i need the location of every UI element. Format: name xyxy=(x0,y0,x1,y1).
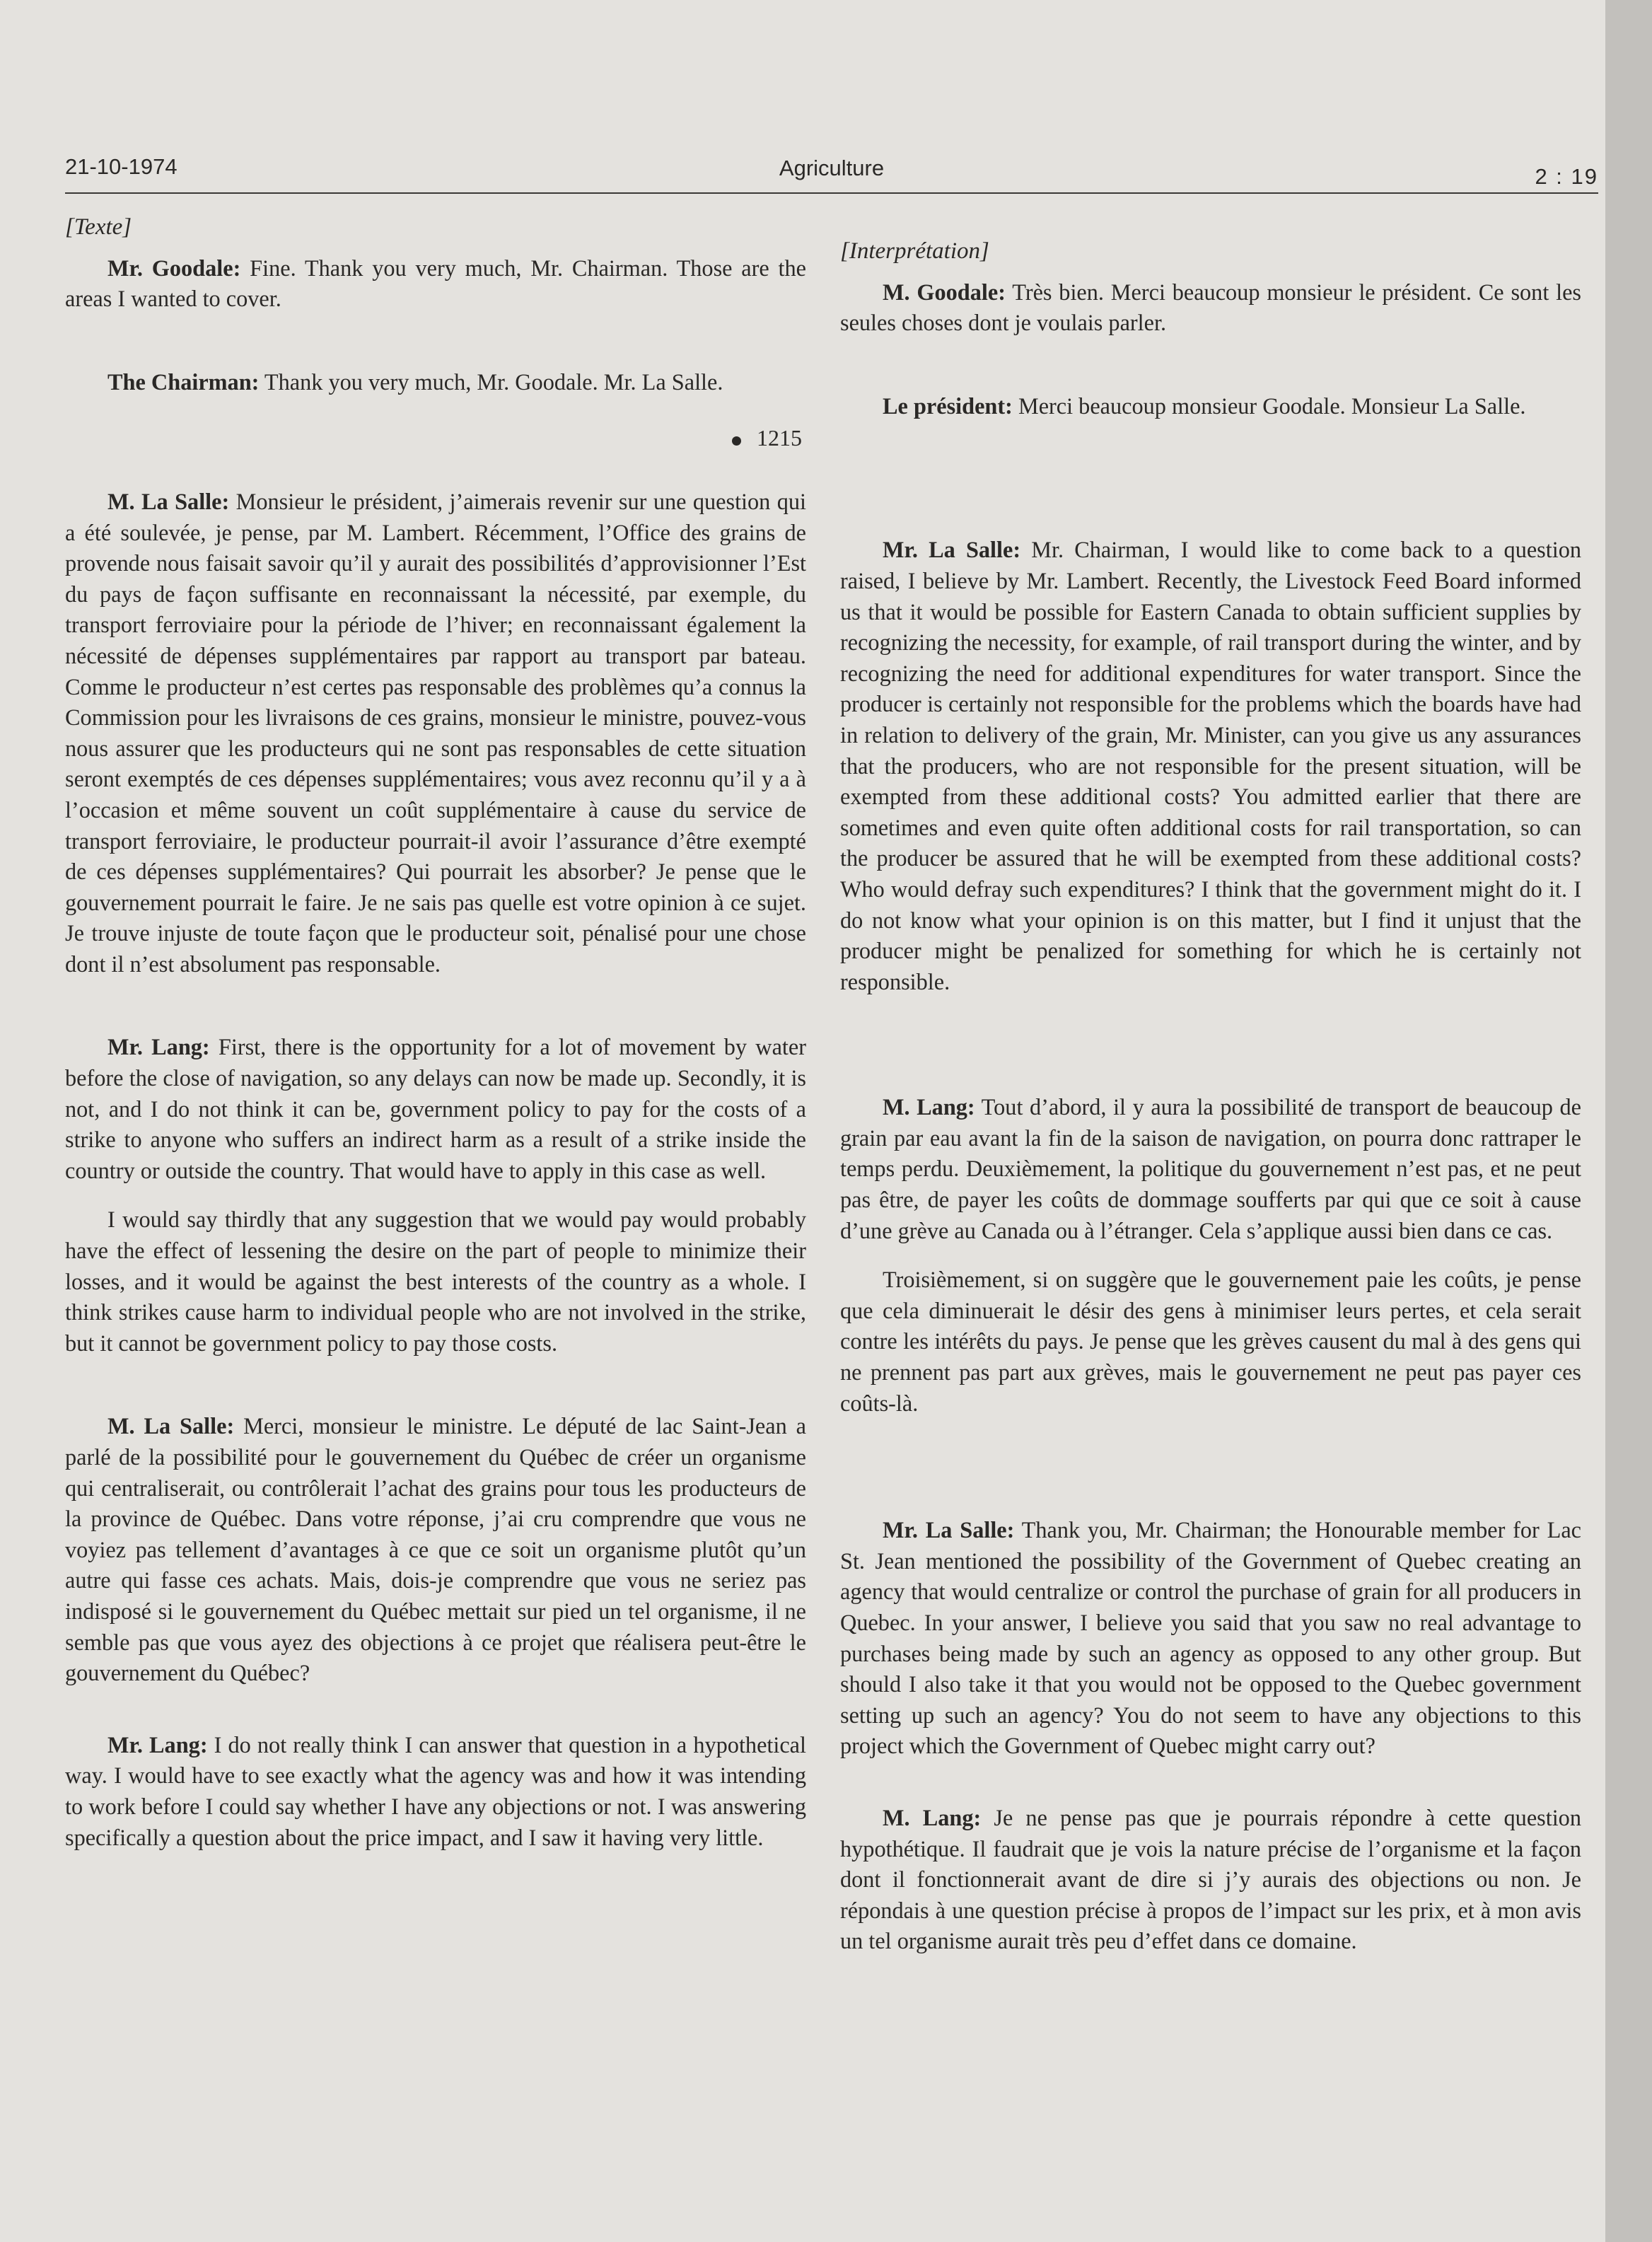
right-paragraph-3 xyxy=(840,535,1581,997)
speaker-label: M. Goodale: xyxy=(883,279,1006,305)
paragraph-text: Tout d’abord, il y aura la possibilité de transport de beaucoup de grain par eau avant la fin de la saison de navigation, on pourra donc rattraper le temps perdu. Deuxièmement, la politique du gouvernement n’est pas, et ne peut pas être, de payer les coûts de dommage soufferts par qui que ce soit à cause d’une grève au Canada ou à l’étranger. Cela s’applique aussi bien dans ce cas. xyxy=(840,1094,1581,1243)
paragraph-text: Thank you, Mr. Chairman; the Honourable member for Lac St. Jean mentioned the possibility of the Government of Quebec creating an agency that would centralize or control the purchase of grain for all producers in Quebec. In your answer, I believe you said that you saw no real advantage to purchases being made by such an agency as opposed to any other group. But should I also take it that you would not be opposed to the Quebec government setting up such an agency? You do not seem to have any objections to this project which the Government of Quebec might carry out? xyxy=(840,1517,1581,1759)
left-paragraph-6 xyxy=(65,1411,806,1688)
page-header xyxy=(65,154,1598,194)
paragraph-text: Mr. Chairman, I would like to come back to a question raised, I believe by Mr. Lambert. Recently, the Livestock Feed Board informed us that it would be possible for Eastern Canada to obtain sufficient supplies by recognizing the necessity, for example, of rail transport during the winter, and by recognizing the need for additional expenditures for water transport. Since the producer is certainly not responsible for the problems which the boards have had in relation to delivery of the grain, Mr. Minister, can you give us any assurances that the producers, who are not responsible for the present situation, will be exempted from these additional costs? You admitted earlier that there are sometimes and even quite often additional costs for rail transportation, so can the producer be assured that he will be exempted from these additional costs? Who would defray such expenditures? I think that the government might do it. I do not know what your opinion is on this matter, but I find it unjust that the producer might be penalized for something for which he is certainly not responsible. xyxy=(840,537,1581,994)
left-paragraph-2 xyxy=(65,367,806,398)
paragraph-text: First, there is the opportunity for a lot of movement by water before the close of navigation, so any delays can now be made up. Secondly, it is not, and I do not think it can be, government policy to pay for the costs of a strike to anyone who suffers an indirect harm as a result of a strike inside the country or outside the country. That would have to apply in this case as well. xyxy=(65,1034,806,1183)
bullet-icon xyxy=(732,436,741,446)
page-edge xyxy=(1605,0,1652,2242)
speaker-label: Mr. Lang: xyxy=(107,1034,210,1060)
paragraph-text: I do not really think I can answer that question in a hypothetical way. I would have to see exactly what the agency was and how it was intending to work before I could say whether I have any objections or not. I was answering specifically a question about the price impact, and I saw it having very little. xyxy=(65,1731,806,1850)
header-page-number: 2 : 19 xyxy=(1535,164,1598,189)
left-paragraph-1 xyxy=(65,253,806,315)
speaker-label: M. Lang: xyxy=(883,1094,975,1120)
time-marker xyxy=(65,423,806,454)
paragraph-text: Merci beaucoup monsieur Goodale. Monsieur La Salle. xyxy=(1012,393,1526,419)
paragraph-text: Très bien. Merci beaucoup monsieur le président. Ce sont les seules choses dont je voulais parler. xyxy=(840,279,1581,336)
speaker-label: Mr. Goodale: xyxy=(107,255,241,281)
header-title: Agriculture xyxy=(779,156,885,180)
left-paragraph-5 xyxy=(65,1204,806,1359)
right-paragraph-2 xyxy=(840,391,1581,422)
speaker-label: The Chairman: xyxy=(107,368,260,395)
speaker-label: Le président: xyxy=(883,393,1013,419)
left-paragraph-4 xyxy=(65,1032,806,1186)
paragraph-text: I would say thirdly that any suggestion that we would pay would probably have the effect of lessening the desire on the part of people to minimize their losses, and it would be against the best interests of the country as a whole. I think strikes cause harm to individual people who are not involved in the strike, but it cannot be government policy to pay those costs. xyxy=(65,1207,806,1356)
speaker-label: Mr. La Salle: xyxy=(883,1517,1015,1543)
speaker-label: M. La Salle: xyxy=(107,1413,235,1439)
speaker-label: Mr. Lang: xyxy=(107,1731,208,1758)
left-paragraph-3 xyxy=(65,487,806,980)
left-paragraph-7 xyxy=(65,1730,806,1853)
time-marker-text: 1215 xyxy=(757,425,802,451)
speaker-label: M. La Salle: xyxy=(107,488,230,514)
speaker-label: Mr. La Salle: xyxy=(883,537,1021,563)
right-section-label: [Interprétation] xyxy=(840,238,989,264)
left-column xyxy=(65,212,806,1853)
speaker-label: M. Lang: xyxy=(883,1804,982,1830)
paragraph-text: Je ne pense pas que je pourrais répondre à cette question hypothétique. Il faudrait que je vois la nature précise de l’organisme et la façon dont il fonctionnerait avant de dire si j’y aurais des objections ou non. Je répondais à une question précise à propos de l’impact sur les prix, et à mon avis un tel organisme aurait très peu d’effet dans ce domaine. xyxy=(840,1804,1581,1954)
paragraph-text: Monsieur le président, j’aimerais revenir sur une question qui a été soulevée, je pense, par M. Lambert. Récemment, l’Office des grains de provende nous faisait savoir qu’il y aurait des possibilités d’approvisionner l’Est du pays de façon suffisante en reconnaissant la nécessité, par exemple, du transport ferroviaire pour la période de l’hiver; en reconnaissant également la nécessité de dépenses supplémentaires par rapport au transport par bateau. Comme le producteur n’est certes pas responsable des problèmes qu’a connus la Commission pour les livraisons de ces grains, monsieur le ministre, pouvez-vous nous assurer que les producteurs qui ne sont pas responsables de cette situation seront exemptés de ces dépenses supplémentaires; vous avez reconnu qu’il y a à l’occasion et même souvent un coût supplémentaire à cause du service de transport ferroviaire, le producteur pourrait-il avoir l’assurance d’être exempté de ces dépenses supplémentaires? Qui pourrait les absorber? Je pense que le gouvernement pourrait le faire. Je ne sais pas quelle est votre opinion à ce sujet. Je trouve injuste de toute façon que le producteur soit, pénalisé pour une chose dont il n’est absolument pas responsable. xyxy=(65,488,807,977)
right-column xyxy=(840,212,1581,1957)
right-paragraph-1 xyxy=(840,277,1581,339)
header-date: 21-10-1974 xyxy=(65,154,178,179)
right-paragraph-4 xyxy=(840,1092,1581,1246)
paragraph-text: Fine. Thank you very much, Mr. Chairman. Those are the areas I wanted to cover. xyxy=(65,255,807,312)
paragraph-text: Merci, monsieur le ministre. Le député de lac Saint-Jean a parlé de la possibilité pour le gouvernement du Québec de créer un organisme qui centraliserait, ou contrôlerait l’achat des grains pour tous les producteurs de la province de Québec. Dans votre réponse, j’ai cru comprendre que vous ne voyiez pas tellement d’avantages à ce que ce soit un organisme plutôt qu’un autre qui fasse ces achats. Mais, dois-je comprendre que vous ne seriez pas indisposé si le gouvernement du Québec mettait sur pied un tel organisme, il ne semble pas que vous ayez des objections à ce projet que réalisera peut-être le gouvernement du Québec? xyxy=(65,1413,806,1686)
paragraph-text: Troisièmement, si on suggère que le gouvernement paie les coûts, je pense que cela diminuerait le désir des gens à minimiser leurs pertes, et cela serait contre les intérêts du pays. Je pense que les grèves causent du mal à des gens qui ne prennent pas part aux grèves, mais le gouvernement ne peut pas payer ces coûts-là. xyxy=(840,1267,1581,1416)
right-paragraph-7 xyxy=(840,1803,1581,1957)
left-section-label: [Texte] xyxy=(65,214,132,240)
right-paragraph-5 xyxy=(840,1265,1581,1419)
paragraph-text: Thank you very much, Mr. Goodale. Mr. La Salle. xyxy=(259,368,723,395)
right-paragraph-6 xyxy=(840,1515,1581,1762)
